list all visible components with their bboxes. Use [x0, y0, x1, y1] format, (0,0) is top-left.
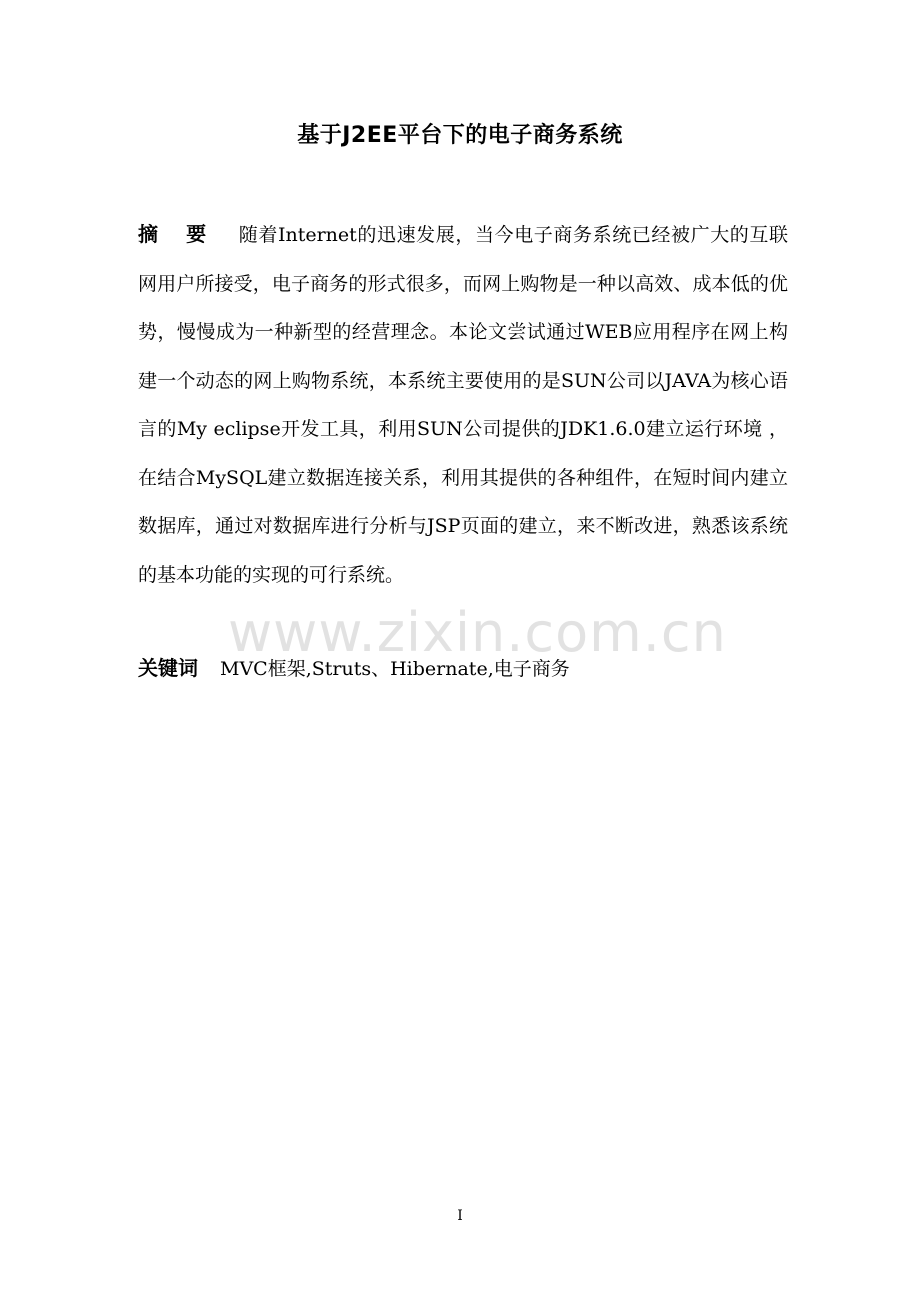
- keywords-label: 关键词: [138, 656, 198, 680]
- keywords-text: MVC框架,Struts、Hibernate,电子商务: [220, 658, 570, 680]
- watermark-text: www.zixin.com.cn: [228, 601, 727, 664]
- document-title: 基于J2EE平台下的电子商务系统: [297, 123, 623, 148]
- abstract-text: 随着Internet的迅速发展，当今电子商务系统已经被广大的互联网用户所接受，电子商务的形式很多，而网上购物是一种以高效、成本低的优势，慢慢成为一种新型的经营理念。本论文尝试通过WEB应用程序在网上构建一个动态的网上购物系统，本系统主要使用的是SUN公司以JAVA为核心语言的My eclipse开发工具，利用SUN公司提供的JDK1.6.0建立运行环境 ，在结合MySQL建立数据连接关系，利用其提供的各种组件，在短时间内建立数据库，通过对数据库进行分析与JSP页面的建立，来不断改进，熟悉该系统的基本功能的实现的可行系统。: [138, 224, 788, 586]
- abstract-paragraph: [138, 210, 788, 599]
- page-number: I: [457, 1208, 463, 1224]
- keywords-line: [138, 646, 788, 691]
- abstract-label: 摘 要: [138, 222, 217, 246]
